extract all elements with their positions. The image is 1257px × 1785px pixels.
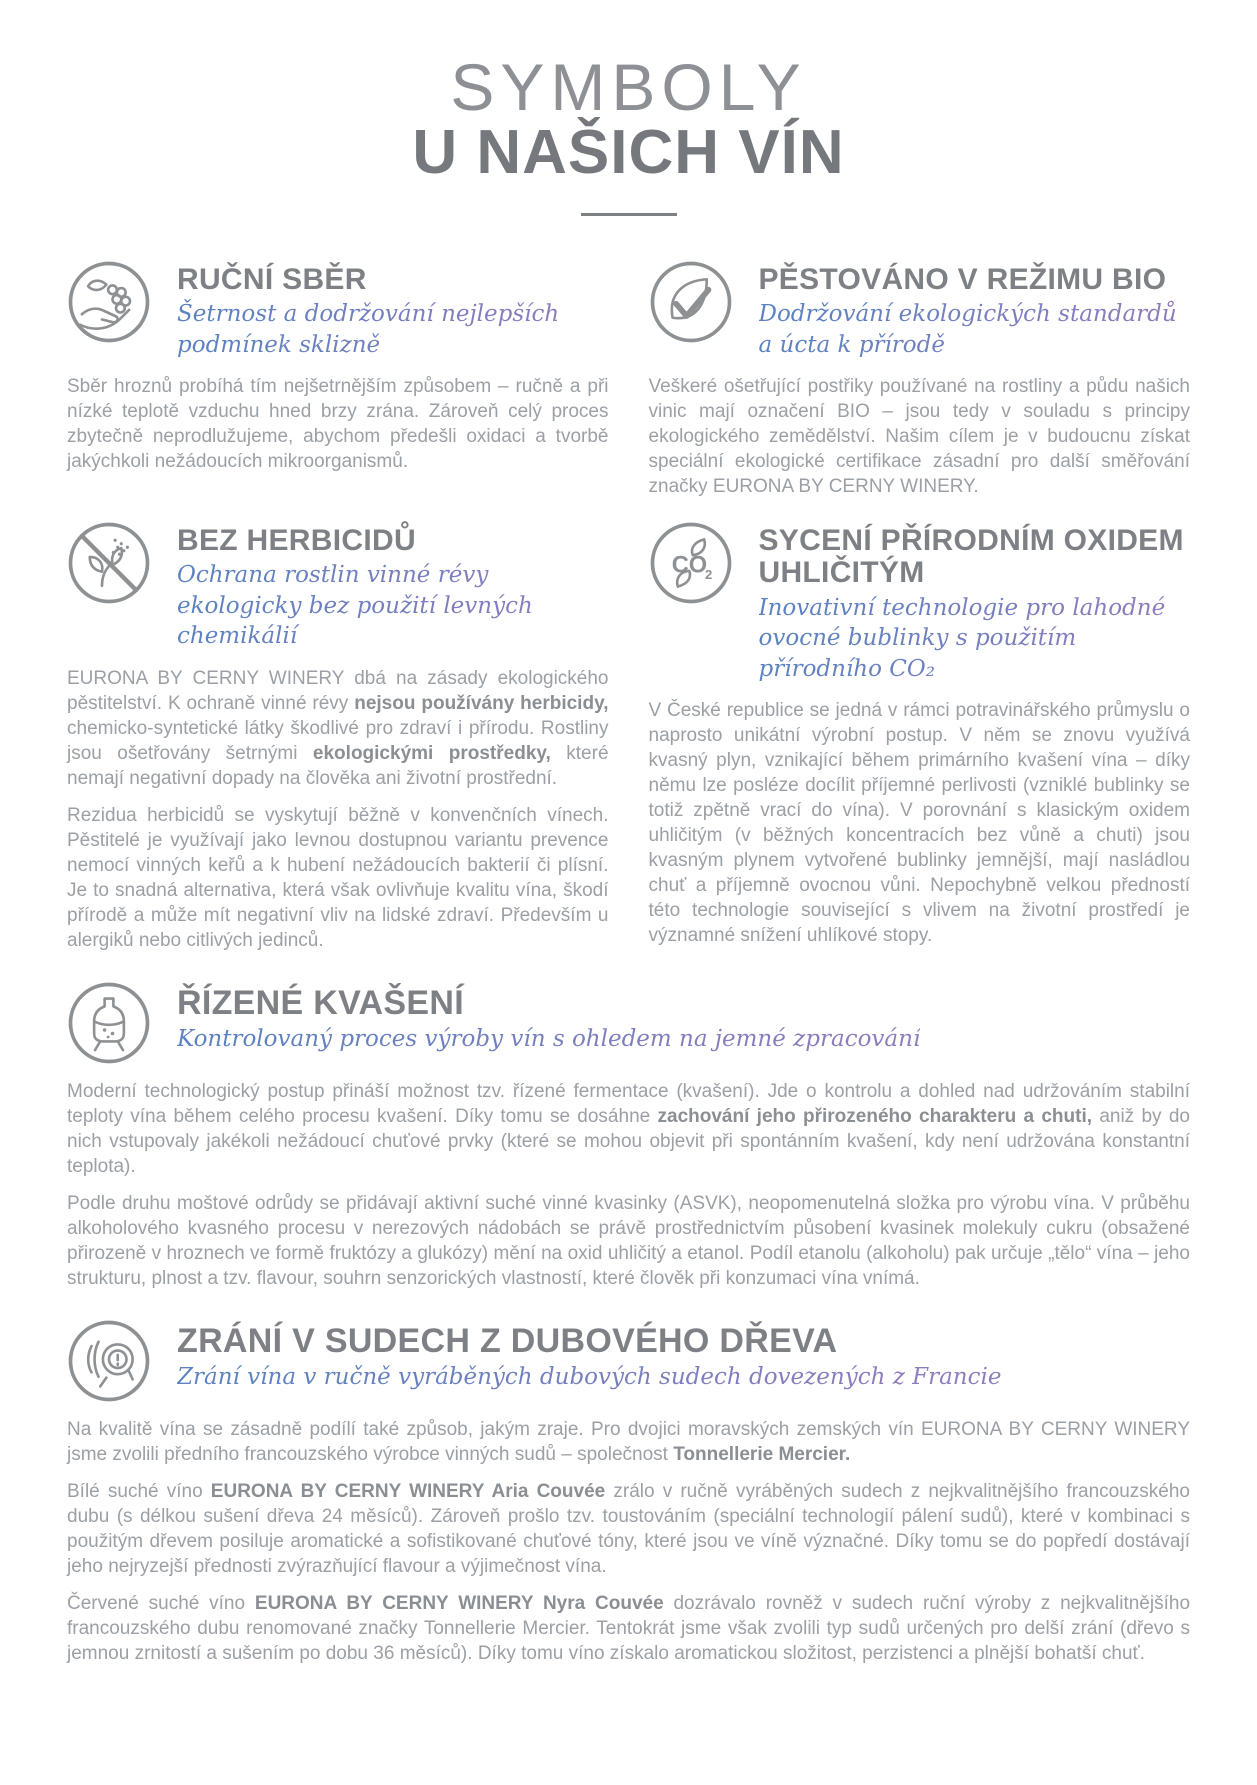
page-header: [67, 0, 1190, 216]
bez-herbicidu-subtitle: Ochrana rostlin vinné révy ekologicky bez použití levných chemikálií: [177, 560, 609, 651]
rucni-sber-header: [67, 260, 609, 360]
rucni-sber-subtitle: Šetrnost a dodržování nejlepších podmínek sklizně: [177, 299, 609, 360]
zrani-v-sudech-header: [67, 1319, 1190, 1403]
title-divider: [581, 213, 677, 216]
zrani-v-sudech-paragraph-2: Bílé suché víno EURONA BY CERNY WINERY Aria Couvée zrálo v ručně vyráběných sudech z nejkvalitnějšího francouzského dubu (s délkou sušení dřeva 24 měsíců). Zároveň prošlo tzv. toustováním (speciální technologií pálení sudů), které v kombinaci s použitým dřevem posiluje aromatické a sofistikované chuťové tóny, které jsou ve víně význačné. Díky tomu se do popředí dostávají jeho nejryzejší přednosti zvýrazňující flavour a výjimečnost vína.: [67, 1480, 1190, 1577]
bio-subtitle: Dodržování ekologických standardů a úcta k přírodě: [759, 299, 1191, 360]
co2-leaves-icon: [649, 521, 733, 605]
syceni-co2-header: [649, 521, 1191, 684]
rizene-kvaseni-header: [67, 981, 1190, 1065]
rucni-sber-paragraph: Sběr hroznů probíhá tím nejšetrnějším způsobem – ručně a při nízké teplotě vzduchu hned brzy zrána. Zároveň celý proces zbytečně neprodlužujeme, abychom předešli oxidaci a tvorbě jakýchkoli nežádoucích mikroorganismů.: [67, 376, 609, 473]
rizene-kvaseni-subtitle: Kontrolovaný proces výroby vín s ohledem na jemné zpracování: [177, 1024, 920, 1054]
oak-barrel-icon: [67, 1319, 151, 1403]
bio-paragraph: Veškeré ošetřující postřiky používané na rostliny a půdu našich vinic mají označení BIO – jsou tedy v souladu s principy ekologického zemědělství. Našim cílem je v budoucnu získat speciální ekologické certifikace zásadní pro další směřování značky EURONA BY CERNY WINERY.: [648, 376, 1190, 498]
bez-herbicidu-header: [67, 521, 609, 651]
page-title-line2: U NAŠICH VÍN: [412, 118, 845, 187]
grapes-in-hand-icon: [67, 260, 151, 344]
section-bez-herbicidu: [67, 521, 609, 952]
zrani-v-sudech-subtitle: Zrání vína v ručně vyráběných dubových sudech dovezených z Francie: [177, 1362, 1001, 1392]
bez-herbicidu-paragraph-1: EURONA BY CERNY WINERY dbá na zásady ekologického pěstitelství. K ochraně vinné révy nejsou používány herbicidy, chemicko-syntetické látky škodlivé pro zdraví i přírodu. Rostliny jsou ošetřovány šetrnými ekologickými prostředky, které nemají negativní dopady na člověka ani životní prostřední.: [67, 667, 609, 789]
section-syceni-co2: [649, 521, 1191, 952]
bio-header: [649, 260, 1191, 360]
page-title-line1: SYMBOLY: [450, 50, 807, 124]
zrani-v-sudech-paragraph-1: Na kvalitě vína se zásadně podílí také způsob, jakým zraje. Pro dvojici moravských zemských vín EURONA BY CERNY WINERY jsme zvolili předního francouzského výrobce vinných sudů – společnost Tonnellerie Mercier.: [67, 1418, 1190, 1465]
syceni-co2-paragraph: V České republice se jedná v rámci potravinářského průmyslu o naprosto unikátní výrobní postup. V něm se znovu využívá kvasný plyn, vznikající během primárního kvašení vína – díky němu lze posléze docílit příjemné perlivosti (vzniklé bublinky se totiž zpětně vrací do vína). V porovnání s klasickým oxidem uhličitým (v běžných koncentracích bez vůně a chuti) jsou kvasným plynem vytvořené bublinky jemnější, mají nasládlou chuť a příjemně ovocnou vůni. Nepochybně velkou předností této technologie související s vlivem na životní prostředí je významné snížení uhlíkové stopy.: [648, 699, 1190, 946]
bez-herbicidu-paragraph-2: Rezidua herbicidů se vyskytují běžně v konvenčních vínech. Pěstitelé je využívají jako levnou dostupnou variantu prevence nemocí vinných keřů a k hubení nežádoucích bakterií či plísní. Je to snadná alternativa, která však ovlivňuje kvalitu vína, škodí přírodě a může mít negativní vliv na lidské zdraví. Především u alergiků nebo citlivých jedinců.: [67, 804, 609, 951]
section-bio: [649, 260, 1191, 499]
rizene-kvaseni-heading: ŘÍZENÉ KVAŠENÍ: [177, 983, 464, 1022]
syceni-co2-heading: SYCENÍ PŘÍRODNÍM OXIDEM UHLIČITÝM: [758, 524, 1184, 590]
syceni-co2-subtitle: Inovativní technologie pro lahodné ovocné bublinky s použitím přírodního CO₂: [759, 593, 1191, 684]
svg-text:2: 2: [704, 566, 712, 582]
svg-text:CO: CO: [671, 552, 707, 579]
bio-heading: PĚSTOVÁNO V REŽIMU BIO: [758, 262, 1167, 296]
section-zrani-v-sudech: [67, 1319, 1190, 1666]
rizene-kvaseni-paragraph-2: Podle druhu moštové odrůdy se přidávají aktivní suché vinné kvasinky (ASVK), neopomenutelná složka pro výrobu vína. V průběhu alkoholového kvasného procesu v nerezových nádobách se právě prostřednictvím působení kvasinek molekuly cukru (obsažené přirozeně v hroznech ve formě fruktózy a glukózy) mění na oxid uhličitý a etanol. Podíl etanolu (alkoholu) pak určuje „tělo“ vína – jeho strukturu, plnost a tzv. flavour, souhrn senzorických vlastností, které člověk při konzumaci vína vnímá.: [67, 1192, 1190, 1289]
section-rucni-sber: [67, 260, 609, 499]
section-rizene-kvaseni: [67, 981, 1190, 1291]
no-herbicides-icon: [67, 521, 151, 605]
leaf-checkmark-icon: [649, 260, 733, 344]
bez-herbicidu-heading: BEZ HERBICIDŮ: [177, 524, 416, 558]
fermentation-vessel-icon: [67, 981, 151, 1065]
zrani-v-sudech-paragraph-3: Červené suché víno EURONA BY CERNY WINERY Nyra Couvée dozrávalo rovněž v sudech ruční výroby z nejkvalitnějšího francouzského dubu renomované značky Tonnellerie Mercier. Tentokrát jsme však zvolili typ sudů určených pro delší zrání (dřevo s jemnou zrnitostí a sušením po dobu 36 měsíců). Díky tomu víno získalo aromatickou složitost, perzistenci a plnější bohatší chuť.: [67, 1592, 1191, 1664]
zrani-v-sudech-heading: ZRÁNÍ V SUDECH Z DUBOVÉHO DŘEVA: [177, 1321, 838, 1360]
rucni-sber-heading: RUČNÍ SBĚR: [177, 262, 367, 296]
rizene-kvaseni-paragraph-1: Moderní technologický postup přináší možnost tzv. řízené fermentace (kvašení). Jde o kontrolu a dohled nad udržováním stabilní teploty vína během celého procesu kvašení. Díky tomu se dosáhne zachování jeho přirozeného charakteru a chuti, aniž by do nich vstupovaly jakékoli nežádoucí chuťové prvky (které se mohou objevit při spontánním kvašení, kdy není udržována konstantní teplota).: [67, 1080, 1190, 1177]
two-column-area: [67, 260, 1190, 953]
